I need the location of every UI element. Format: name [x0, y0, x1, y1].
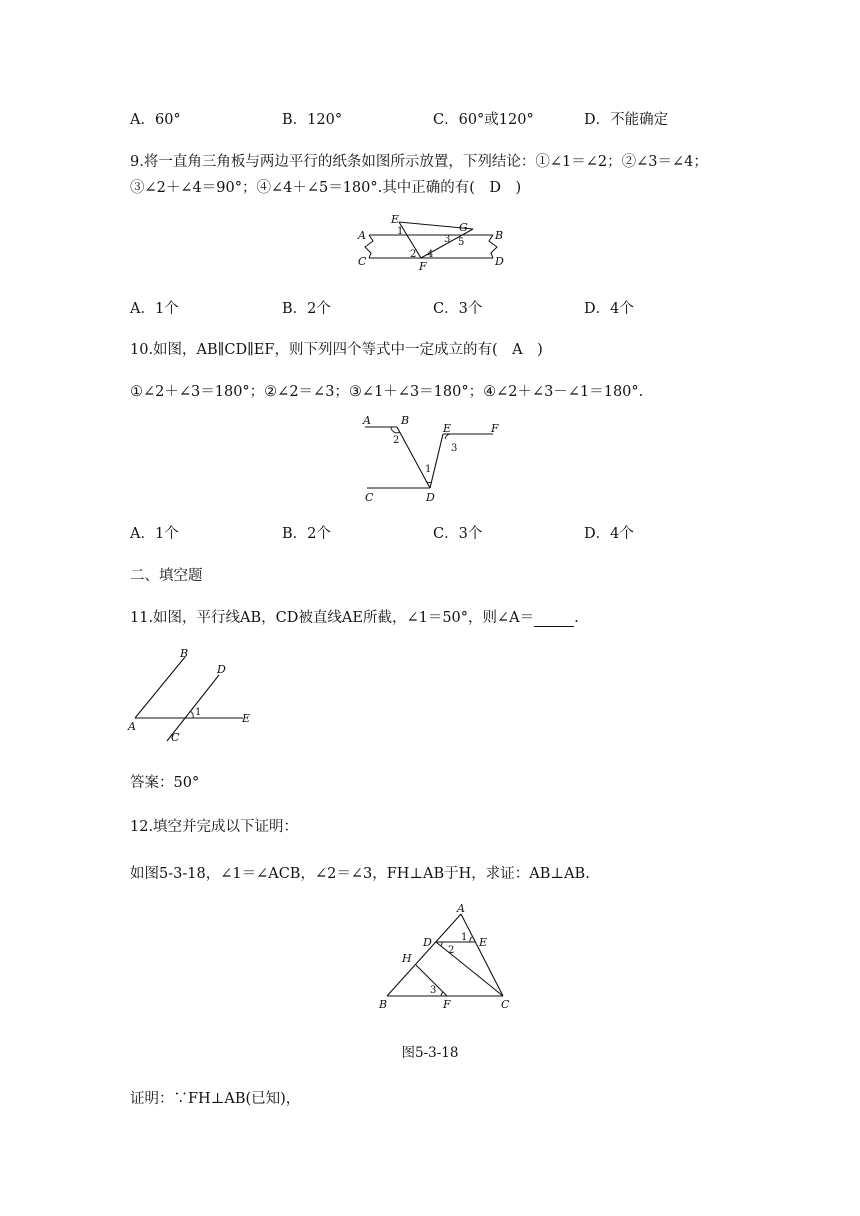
- q9-stem-line2: ③∠2＋∠4＝90°；④∠4＋∠5＝180°.其中正确的有( D ): [130, 180, 522, 196]
- q10-label-b: B: [401, 414, 410, 427]
- q9-label-g: G: [459, 221, 468, 234]
- q9-angle-2: 2: [410, 249, 417, 260]
- q9-option-d: D．4个: [584, 301, 634, 317]
- q12-label-a: A: [457, 902, 465, 915]
- q10-angle-1: 1: [425, 464, 432, 475]
- q12-label-f: F: [443, 998, 451, 1011]
- section-heading: 二、填空题: [130, 568, 203, 584]
- q9-figure: [355, 215, 515, 275]
- q10-label-c: C: [365, 491, 374, 504]
- q12-label-h: H: [402, 952, 412, 965]
- q11-label-a: A: [128, 720, 136, 733]
- q11-label-c: C: [171, 731, 180, 744]
- q11-figure: [125, 645, 265, 745]
- q10-angle-3: 3: [451, 443, 458, 454]
- q10-label-f: F: [491, 422, 499, 435]
- q11-label-e: E: [242, 712, 251, 725]
- q10-label-e: E: [443, 422, 452, 435]
- q9-label-e: E: [391, 213, 400, 226]
- q10-option-c: C．3个: [433, 526, 483, 542]
- q12-figure-caption: 图5-3-18: [401, 1045, 459, 1061]
- q11-stem-prefix: 11.如图，平行线AB，CD被直线AE所截，∠1＝50°，则∠A＝: [130, 610, 535, 626]
- q9-angle-1: 1: [397, 226, 404, 237]
- q11-label-d: D: [217, 663, 226, 676]
- q9-label-a: A: [358, 229, 366, 242]
- q12-stem: 如图5-3-18，∠1＝∠ACB，∠2＝∠3，FH⊥AB于H，求证：AB⊥AB.: [130, 866, 590, 882]
- q11-angle-1: 1: [195, 707, 202, 718]
- q11-stem: [130, 606, 579, 627]
- q12-label-d: D: [423, 936, 432, 949]
- q11-answer-blank: [534, 612, 574, 627]
- q8-option-a: A．60°: [130, 112, 181, 128]
- q12-label-c: C: [501, 998, 510, 1011]
- q10-label-a: A: [363, 414, 371, 427]
- q12-angle-3: 3: [430, 985, 437, 996]
- q10-figure: [355, 412, 510, 507]
- q9-option-a: A．1个: [130, 301, 179, 317]
- q12-angle-1: 1: [461, 932, 468, 943]
- q9-angle-3: 3: [444, 234, 451, 245]
- q8-option-b: B．120°: [282, 112, 343, 128]
- q11-label-b: B: [180, 647, 189, 660]
- q10-angle-2: 2: [393, 435, 400, 446]
- q12-angle-2: 2: [448, 945, 455, 956]
- q11-answer: 答案：50°: [130, 775, 200, 791]
- q9-angle-5: 5: [458, 237, 465, 248]
- q9-stem-line1: 9.将一直角三角板与两边平行的纸条如图所示放置，下列结论：①∠1＝∠2；②∠3＝∠4；: [130, 154, 708, 170]
- q10-label-d: D: [426, 491, 435, 504]
- q12-label-e: E: [479, 936, 488, 949]
- q9-option-c: C．3个: [433, 301, 483, 317]
- q12-label-b: B: [379, 998, 388, 1011]
- q12-figure: [375, 902, 520, 1014]
- q9-label-f: F: [419, 260, 427, 273]
- q9-label-c: C: [358, 255, 367, 268]
- q9-label-d: D: [495, 255, 504, 268]
- q10-option-d: D．4个: [584, 526, 634, 542]
- q9-label-b: B: [495, 229, 504, 242]
- q9-angle-4: 4: [427, 249, 434, 260]
- q10-option-a: A．1个: [130, 526, 179, 542]
- q10-option-b: B．2个: [282, 526, 331, 542]
- q12-title: 12.填空并完成以下证明：: [130, 819, 299, 835]
- q11-stem-suffix: .: [574, 610, 579, 626]
- q10-stem-line1: 10.如图，AB∥CD∥EF，则下列四个等式中一定成立的有( A ): [130, 342, 543, 358]
- q12-proof-line: 证明：∵FH⊥AB(已知)，: [130, 1091, 301, 1107]
- q8-option-c: C．60°或120°: [433, 112, 534, 128]
- q9-option-b: B．2个: [282, 301, 331, 317]
- q10-stem-line2: ①∠2＋∠3＝180°；②∠2＝∠3；③∠1＋∠3＝180°；④∠2＋∠3－∠1＝180°.: [130, 384, 644, 400]
- q8-option-d: D．不能确定: [584, 112, 669, 128]
